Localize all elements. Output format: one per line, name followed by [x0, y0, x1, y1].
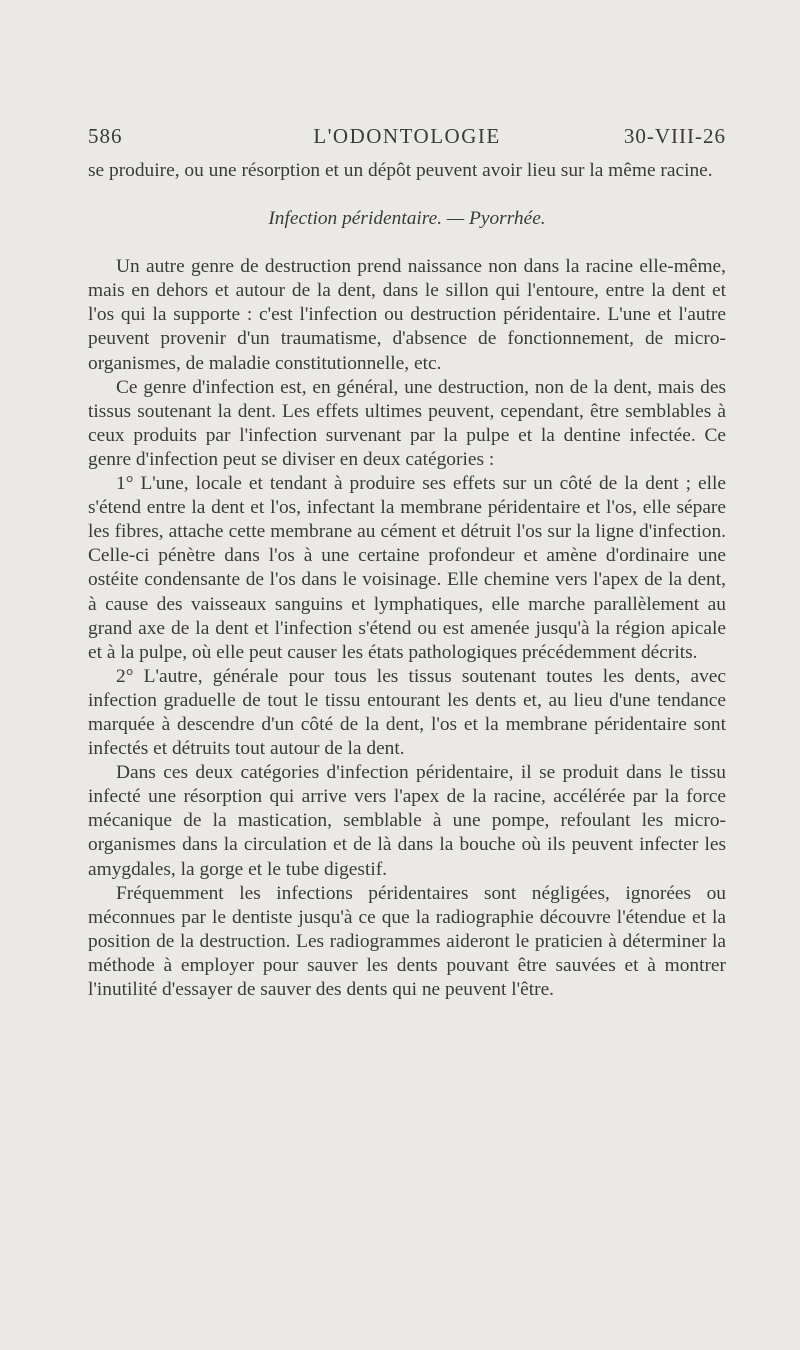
paragraph-3: 1° L'une, locale et tendant à produire ses effets sur un côté de la dent ; elle s'étend entre la dent et l'os, infectant la membrane péridentaire et l'os, elle sépare les fibres, attache cette membrane au cément et détruit l'os sur la ligne d'infection. Celle-ci pénètre dans l'os à une certaine profondeur et amène d'ordinaire une ostéite condensante de l'os dans le voisinage. Elle chemine vers l'apex de la dent, à cause des vaisseaux sanguins et lymphatiques, elle marche parallèlement au grand axe de la dent et l'infection s'étend ou est amenée jusqu'à la région apicale et à la pulpe, où elle peut causer les états pathologiques précédemment décrits.: [88, 473, 726, 663]
paragraph-4: 2° L'autre, générale pour tous les tissus soutenant toutes les dents, avec infection graduelle de tout le tissu entourant les dents et, au lieu d'une tendance marquée à descendre d'un côté de la dent, l'os et la membrane péridentaire sont infectés et détruits tout autour de la dent.: [88, 665, 726, 760]
page-number: 586: [88, 124, 123, 148]
journal-title: L'ODONTOLOGIE: [313, 124, 501, 148]
page-body: [88, 159, 726, 1002]
section-subtitle: Infection péridentaire. — Pyorrhée.: [268, 208, 546, 230]
paragraph-5: Dans ces deux catégories d'infection péridentaire, il se produit dans le tissu infecté une résorption qui arrive vers l'apex de la racine, accélérée par la force mécanique de la mastication, semblable à une pompe, refoulant les micro-organismes dans la circulation et de là dans la bouche où ils peuvent infecter les amygdales, la gorge et le tube digestif.: [88, 762, 726, 880]
running-header: [88, 124, 726, 152]
paragraph-6: Fréquemment les infections péridentaires sont négligées, ignorées ou méconnues par le dentiste jusqu'à ce que la radiographie découvre l'étendue et la position de la destruction. Les radiogrammes aideront le praticien à déterminer la méthode à employer pour sauver les dents pouvant être sauvées et à montrer l'inutilité d'essayer de sauver des dents qui ne peuvent l'être.: [88, 882, 726, 1000]
issue-date: 30-VIII-26: [623, 124, 726, 148]
paragraph-1: Un autre genre de destruction prend naissance non dans la racine elle-même, mais en dehors et autour de la dent, dans le sillon qui l'entoure, entre la dent et l'os qui la supporte : c'est l'infection ou destruction péridentaire. L'une et l'autre peuvent provenir d'un traumatisme, d'absence de fonctionnement, de micro-organismes, de maladie constitutionnelle, etc.: [88, 256, 726, 374]
paragraph-2: Ce genre d'infection est, en général, une destruction, non de la dent, mais des tissus soutenant la dent. Les effets ultimes peuvent, cependant, être semblables à ceux produits par l'infection survenant par la pulpe et la dentine infectée. Ce genre d'infection peut se diviser en deux catégories :: [88, 376, 726, 470]
intro-paragraph: se produire, ou une résorption et un dépôt peuvent avoir lieu sur la même racine.: [88, 160, 713, 181]
